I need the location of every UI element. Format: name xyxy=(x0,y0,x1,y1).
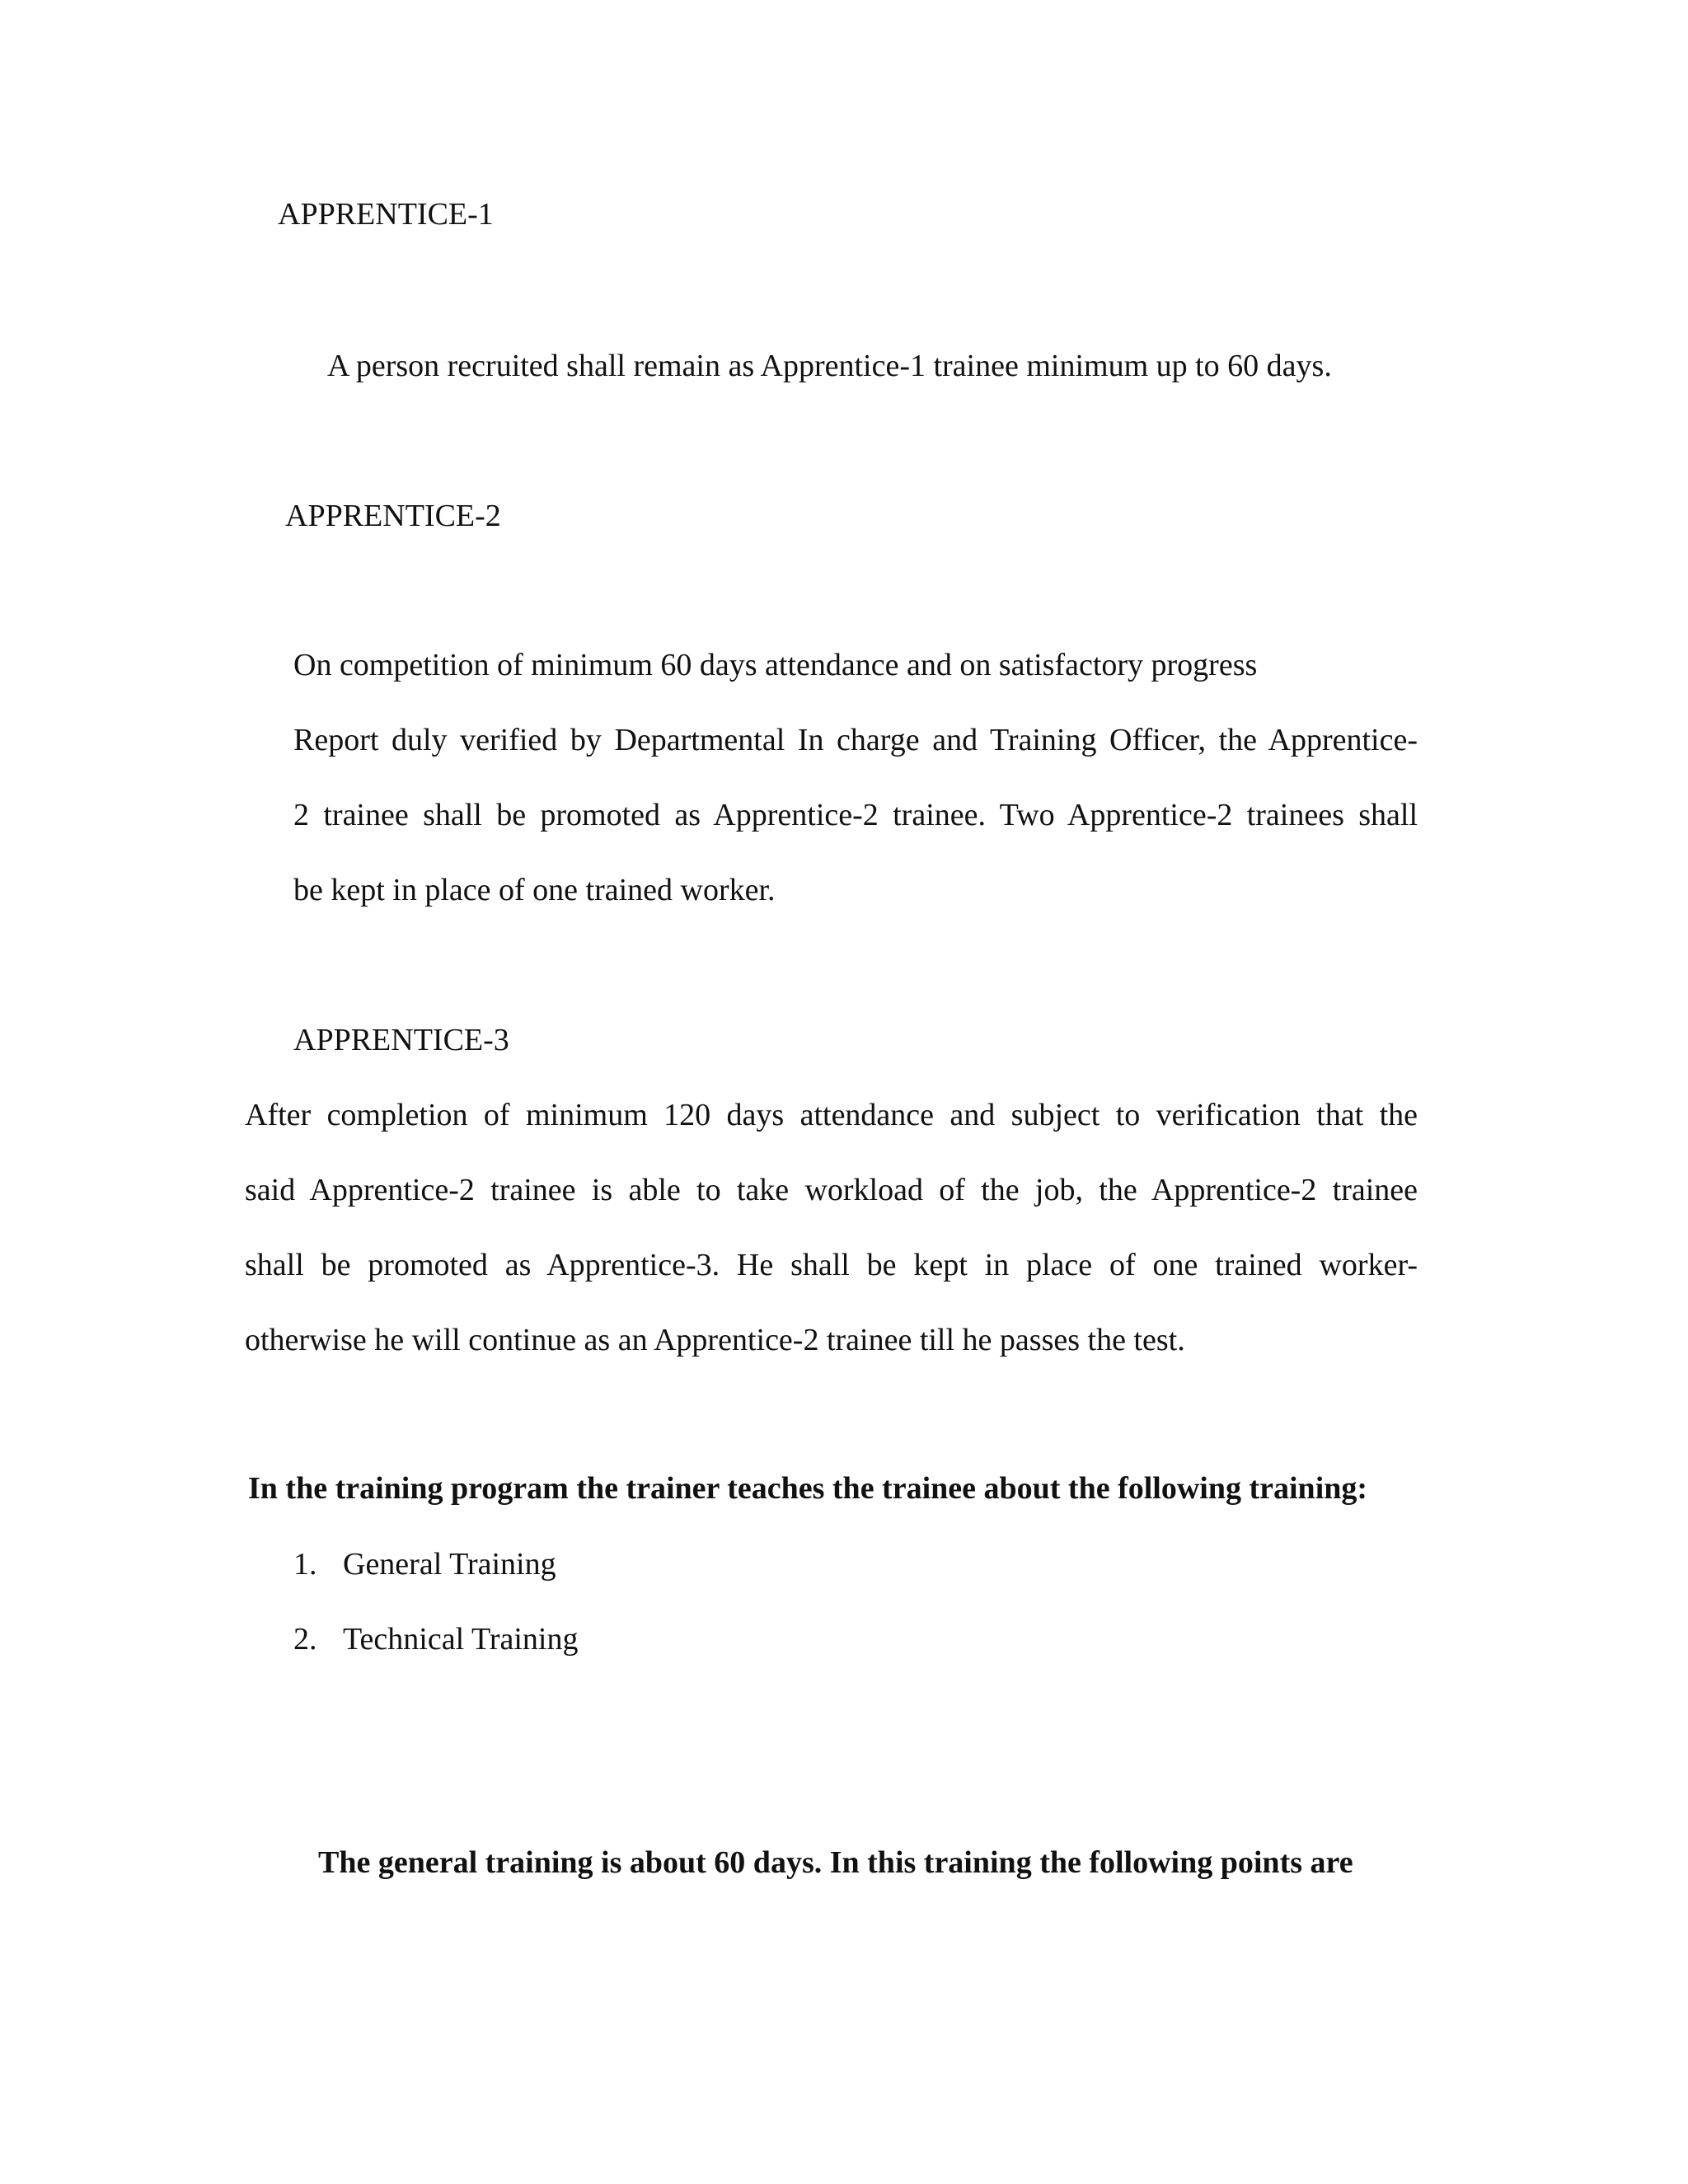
general-training-line: The general training is about 60 days. In this training the following points are xyxy=(318,1845,1353,1880)
training-list xyxy=(293,1546,578,1696)
list-item xyxy=(293,1621,578,1696)
training-intro: In the training program the trainer teaches the trainee about the following training: xyxy=(248,1471,1368,1506)
heading-apprentice-1: APPRENTICE-1 xyxy=(278,197,494,232)
paragraph-apprentice-2 xyxy=(293,628,1418,928)
paragraph-line: shall be promoted as Apprentice-3. He shall be kept in place of one trained worker- xyxy=(245,1248,1418,1282)
paragraph-line: said Apprentice-2 trainee is able to take workload of the job, the Apprentice-2 trainee xyxy=(245,1173,1418,1207)
list-item-label: General Training xyxy=(343,1547,556,1582)
heading-apprentice-3: APPRENTICE-3 xyxy=(293,1023,509,1057)
list-item-number: 2. xyxy=(293,1622,317,1657)
list-item xyxy=(293,1546,578,1621)
paragraph-apprentice-3 xyxy=(245,1078,1418,1378)
list-item-label: Technical Training xyxy=(343,1622,579,1657)
paragraph-line: be kept in place of one trained worker. xyxy=(293,873,776,907)
paragraph-line: Report duly verified by Departmental In charge and Training Officer, the Apprentice- xyxy=(293,723,1418,757)
paragraph-line: After completion of minimum 120 days attendance and subject to verification that the xyxy=(245,1098,1418,1132)
paragraph-apprentice-1: A person recruited shall remain as Apprentice-1 trainee minimum up to 60 days. xyxy=(327,349,1332,383)
paragraph-line: On competition of minimum 60 days attendance and on satisfactory progress xyxy=(293,648,1258,682)
paragraph-line: otherwise he will continue as an Apprentice-2 trainee till he passes the test. xyxy=(245,1323,1185,1357)
list-item-number: 1. xyxy=(293,1547,317,1582)
paragraph-line: 2 trainee shall be promoted as Apprentice-2 trainee. Two Apprentice-2 trainees shall xyxy=(293,798,1418,832)
heading-apprentice-2: APPRENTICE-2 xyxy=(285,499,501,533)
